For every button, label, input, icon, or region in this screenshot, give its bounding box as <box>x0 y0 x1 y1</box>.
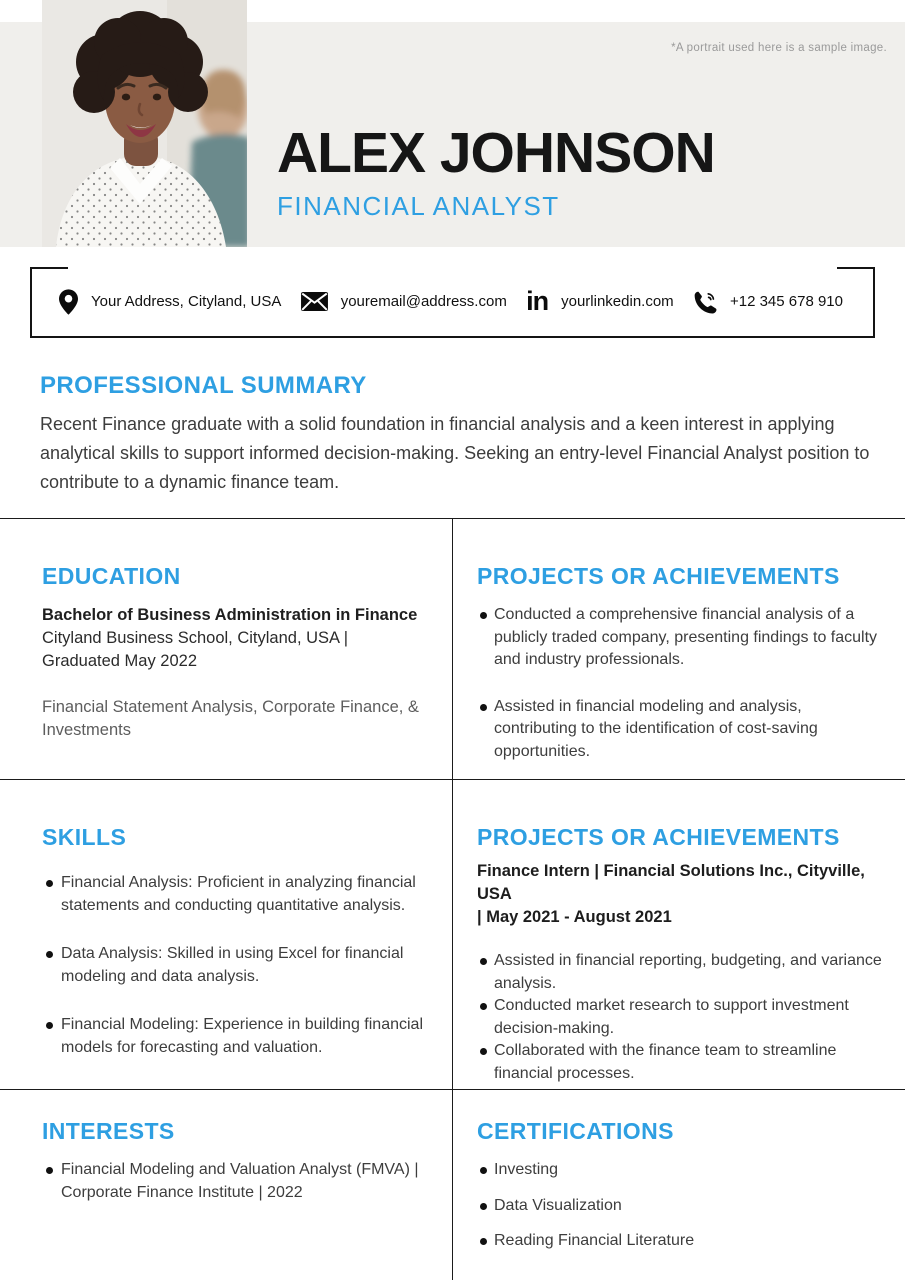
email-envelope-icon <box>301 292 328 311</box>
education-section <box>0 519 452 779</box>
contact-address-text: Your Address, Cityland, USA <box>91 293 282 310</box>
certifications-section <box>452 1089 905 1280</box>
education-coursework: Financial Statement Analysis, Corporate Finance, & Investments <box>42 698 419 739</box>
summary-text: Recent Finance graduate with a solid foundation in financial analysis and a keen interest in applying analytical skills to support informed decision-making. Seeking an entry-level Financial Analyst position to contribute to a dynamic finance team. <box>40 414 870 492</box>
contact-email-text: youremail@address.com <box>340 293 507 310</box>
education-heading: EDUCATION <box>42 563 181 589</box>
education-graduation: Graduated May 2022 <box>42 652 198 670</box>
location-pin-icon <box>59 289 78 315</box>
projects-internship-section <box>452 779 905 1089</box>
contact-linkedin-text: yourlinkedin.com <box>561 293 674 310</box>
projects-internship-list <box>477 950 883 1085</box>
education-degree: Bachelor of Business Administration in Finance <box>42 606 418 624</box>
portrait-illustration <box>42 0 247 247</box>
internship-role-line1: Finance Intern | Financial Solutions Inc., Cityville, USA <box>477 862 865 903</box>
certifications-list <box>477 1159 883 1253</box>
list-item: Financial Analysis: Proficient in analyzing financial statements and conducting quantitative analysis. <box>42 872 424 917</box>
list-item: Conducted a comprehensive financial analysis of a publicly traded company, presenting findings to faculty and industry professionals. <box>477 604 883 672</box>
skills-heading: SKILLS <box>42 824 127 850</box>
list-item: Data Analysis: Skilled in using Excel for financial modeling and data analysis. <box>42 943 424 988</box>
contact-bar <box>30 267 875 338</box>
name-block <box>277 121 715 222</box>
summary-heading: PROFESSIONAL SUMMARY <box>40 372 367 399</box>
list-item: Financial Modeling and Valuation Analyst (FMVA) | Corporate Finance Institute | 2022 <box>42 1159 424 1204</box>
list-item: Assisted in financial reporting, budgeting, and variance analysis. <box>477 950 883 995</box>
contact-linkedin <box>526 288 674 315</box>
phone-icon <box>693 290 717 314</box>
education-school: Cityland Business School, Cityland, USA | <box>42 629 349 647</box>
section-grid <box>0 518 905 1280</box>
certifications-heading: CERTIFICATIONS <box>477 1118 674 1144</box>
list-item: Assisted in financial modeling and analysis, contributing to the identification of cost-saving opportunities. <box>477 696 883 764</box>
sample-image-note: *A portrait used here is a sample image. <box>671 42 887 54</box>
skills-section <box>0 779 452 1089</box>
list-item: Data Visualization <box>477 1195 883 1218</box>
interests-heading: INTERESTS <box>42 1118 175 1144</box>
person-name: ALEX JOHNSON <box>277 121 715 185</box>
linkedin-icon: in <box>526 286 549 316</box>
contact-phone-text: +12 345 678 910 <box>729 293 843 310</box>
portrait-photo <box>42 0 247 247</box>
list-item: Collaborated with the finance team to streamline financial processes. <box>477 1040 883 1085</box>
list-item: Conducted market research to support investment decision-making. <box>477 995 883 1040</box>
skills-list <box>42 872 424 1059</box>
list-item: Reading Financial Literature <box>477 1230 883 1253</box>
projects-academic-heading: PROJECTS OR ACHIEVEMENTS <box>477 563 840 589</box>
list-item: Investing <box>477 1159 883 1182</box>
contact-phone <box>693 290 843 314</box>
internship-role-line2: | May 2021 - August 2021 <box>477 908 672 926</box>
contact-address <box>59 289 281 315</box>
professional-summary-section <box>40 372 878 497</box>
list-item: Financial Modeling: Experience in building financial models for forecasting and valuation. <box>42 1014 424 1059</box>
contact-email <box>301 292 507 311</box>
projects-academic-list <box>477 604 883 763</box>
person-title: FINANCIAL ANALYST <box>277 190 560 221</box>
projects-academic-section <box>452 519 905 779</box>
interests-section <box>0 1089 452 1280</box>
projects-internship-heading: PROJECTS OR ACHIEVEMENTS <box>477 824 840 850</box>
interests-list <box>42 1159 424 1204</box>
